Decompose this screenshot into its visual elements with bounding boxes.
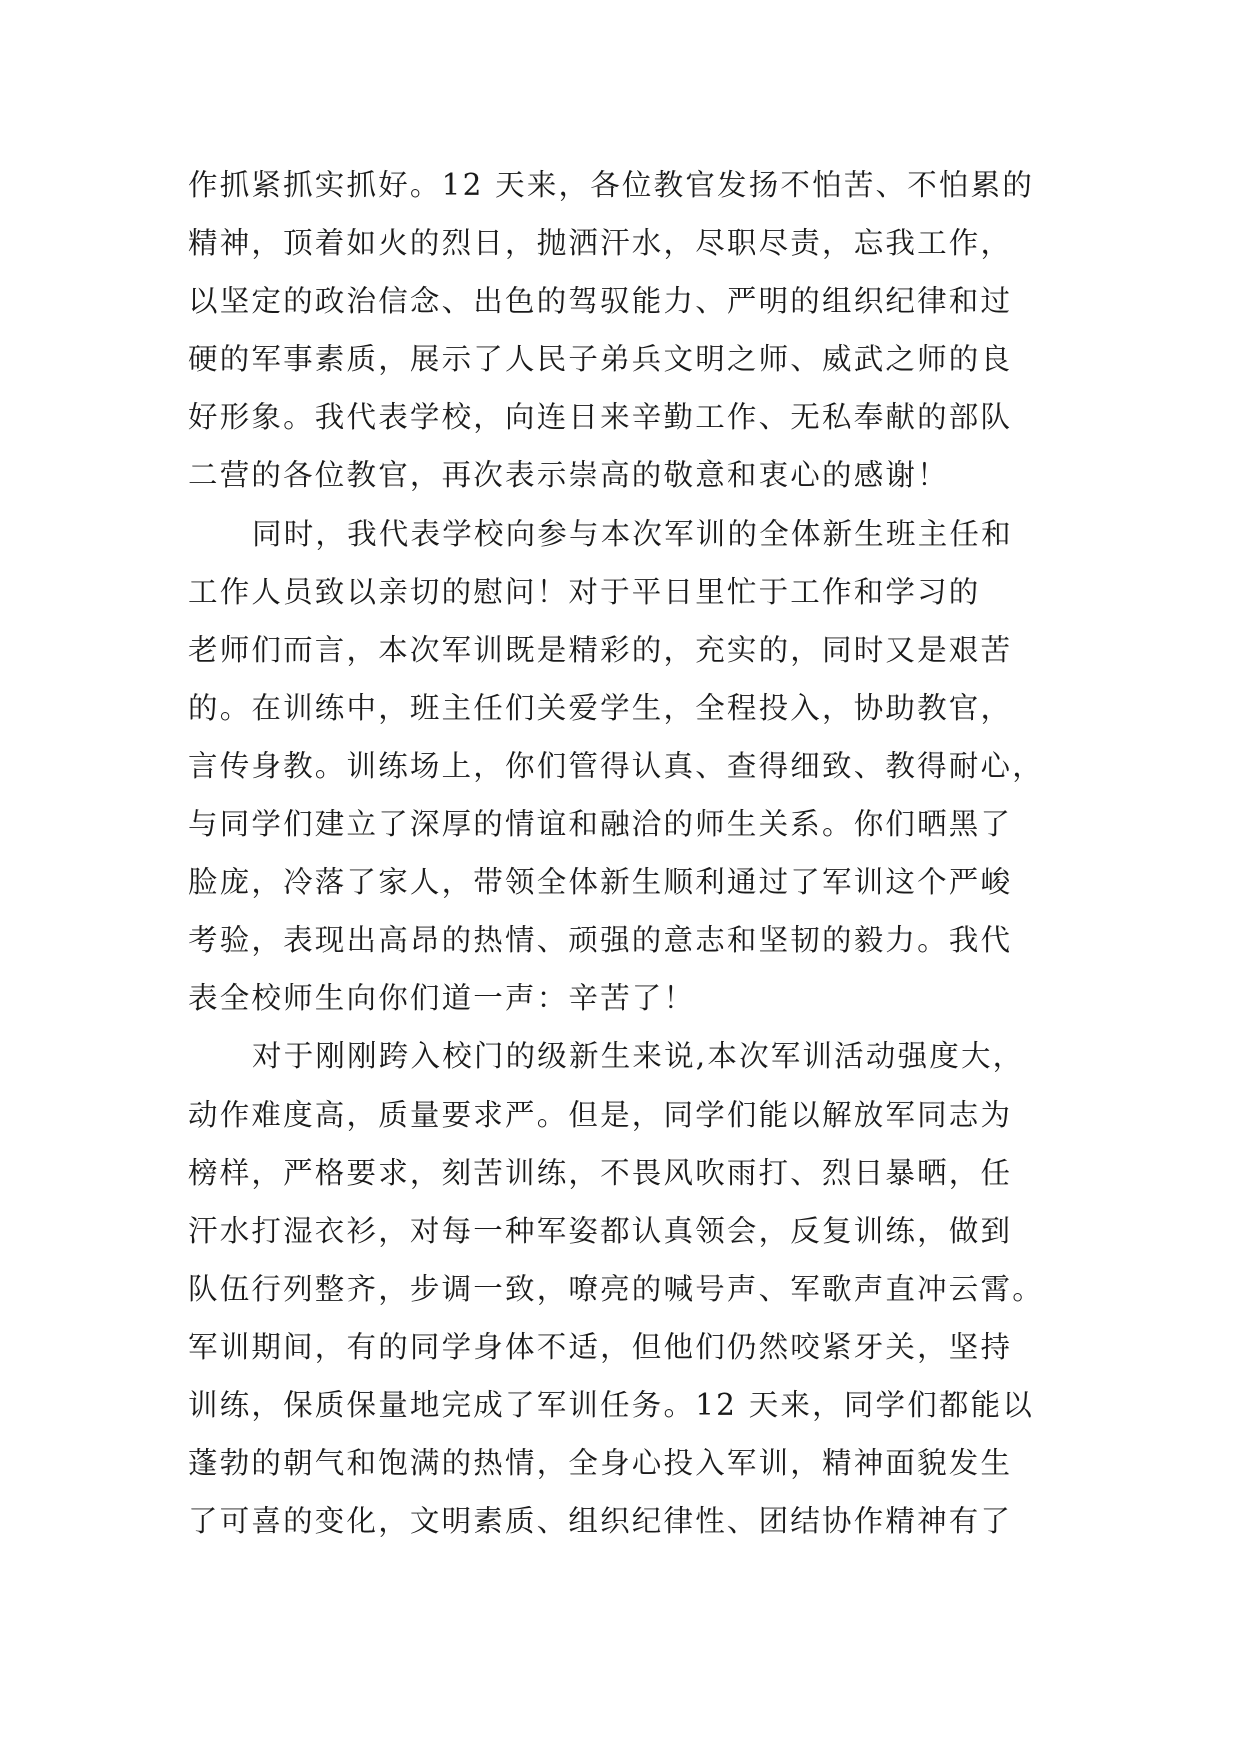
text-line: 言传身教。训练场上，你们管得认真、查得细致、教得耐心， xyxy=(188,748,1044,783)
text-line: 与同学们建立了深厚的情谊和融洽的师生关系。你们晒黑了 xyxy=(188,807,1013,842)
text-line: 二营的各位教官，再次表示崇高的敬意和衷心的感谢！ xyxy=(188,458,949,493)
text-line: 考验，表现出高昂的热情、顽强的意志和坚韧的毅力。我代 xyxy=(188,923,1013,958)
text-line: 了可喜的变化，文明素质、组织纪律性、团结协作精神有了 xyxy=(188,1504,1013,1539)
text-line: 队伍行列整齐，步调一致，嘹亮的喊号声、军歌声直冲云霄。 xyxy=(188,1271,1044,1306)
body-text xyxy=(188,156,1068,1550)
text-line: 军训期间，有的同学身体不适，但他们仍然咬紧牙关，坚持 xyxy=(188,1329,1013,1364)
text-line: 动作难度高，质量要求严。但是，同学们能以解放军同志为 xyxy=(188,1097,1013,1132)
text-line: 老师们而言，本次军训既是精彩的，充实的，同时又是艰苦 xyxy=(188,632,1013,667)
text-line: 表全校师生向你们道一声：辛苦了！ xyxy=(188,981,696,1016)
text-line: 汗水打湿衣衫，对每一种军姿都认真领会，反复训练，做到 xyxy=(188,1213,1013,1248)
text-line: 训练，保质保量地完成了军训任务。12 天来，同学们都能以 xyxy=(188,1387,1035,1422)
text-line: 榜样，严格要求，刻苦训练，不畏风吹雨打、烈日暴晒，任 xyxy=(188,1155,1013,1190)
text-line: 对于刚刚跨入校门的级新生来说,本次军训活动强度大， xyxy=(252,1039,1025,1074)
text-line: 硬的军事素质，展示了人民子弟兵文明之师、威武之师的良 xyxy=(188,342,1013,377)
text-line: 同时，我代表学校向参与本次军训的全体新生班主任和 xyxy=(252,516,1013,551)
text-line: 工作人员致以亲切的慰问！对于平日里忙于工作和学习的 xyxy=(188,574,981,609)
text-line: 的。在训练中，班主任们关爱学生，全程投入，协助教官， xyxy=(188,690,1013,725)
text-line: 脸庞，冷落了家人，带领全体新生顺利通过了军训这个严峻 xyxy=(188,865,1013,900)
text-line: 以坚定的政治信念、出色的驾驭能力、严明的组织纪律和过 xyxy=(188,284,1013,319)
text-line: 好形象。我代表学校，向连日来辛勤工作、无私奉献的部队 xyxy=(188,400,1013,435)
text-line: 作抓紧抓实抓好。12 天来，各位教官发扬不怕苦、不怕累的 xyxy=(188,168,1035,202)
text-line: 蓬勃的朝气和饱满的热情，全身心投入军训，精神面貌发生 xyxy=(188,1446,1013,1481)
text-line: 精神，顶着如火的烈日，抛洒汗水，尽职尽责，忘我工作， xyxy=(188,226,1013,261)
